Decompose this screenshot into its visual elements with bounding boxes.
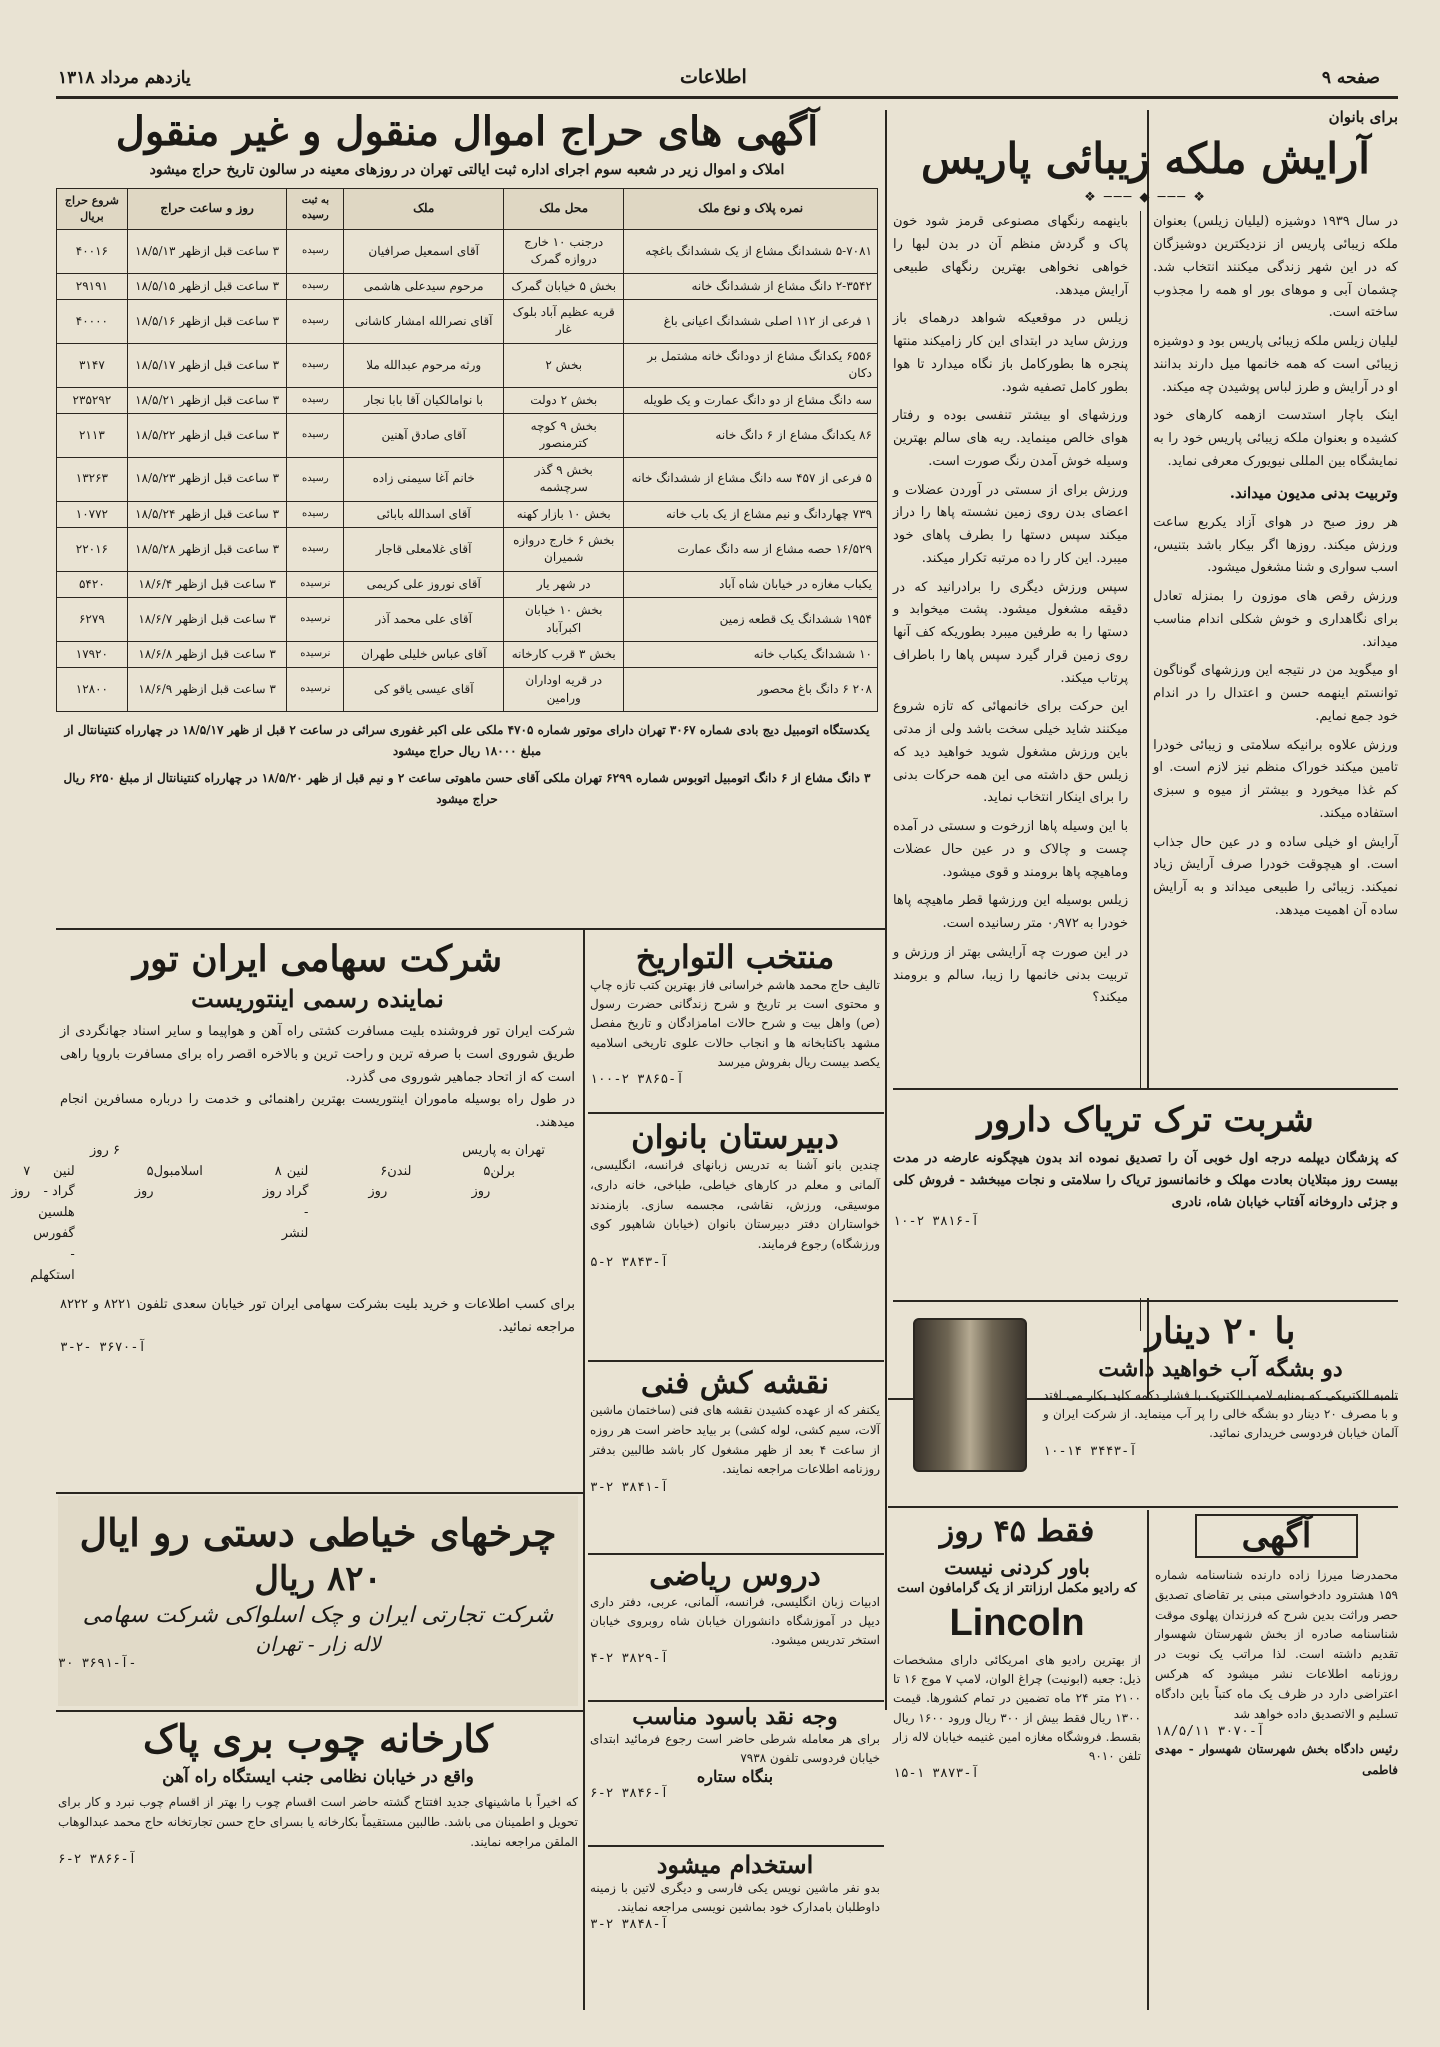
paragraph: با این وسیله پاها ازرخوت و سستی در آمده چست و چالاک و در عین حال عضلات وماهیچه پاها برومند و قوی میشود. [893,819,1129,880]
table-cell: ۱۳۲۶۳ [57,457,128,501]
auction-title: آگهی های حراج اموال منقول و غیر منقول [115,108,819,155]
table-cell: رسیده [287,273,344,299]
table-cell: نرسیده [287,598,344,642]
tour-subtitle: نماینده رسمی اینتوریست [191,984,444,1013]
radio-ad [893,1514,1141,2014]
opium-body: که پزشگان دیپلمه درجه اول خوبی آن را تصدیق نموده اند بدون هیچگونه عارضه در مدت بیست روز مبتلایان بعادت مهلک و خانمانسوز تریاک را سلامتی و نجات میبخشد - فروش کلی و جزئی داروخانه آفتاب خیابان شاه، نادری [893,1151,1398,1211]
auction-table [56,188,878,712]
table-cell: ۳ ساعت قبل ازظهر ۱۸/۵/۱۵ [127,273,287,299]
table-row [57,300,878,344]
section-rule [588,1360,884,1362]
page-number: صفحه ۹ [1321,68,1380,88]
list-item [105,1162,233,1287]
tour-title: شرکت سهامی ایران تور [132,938,503,980]
ad-ref: آ-۳۴۴۳ ۱۴-۱۰ [1043,1443,1137,1459]
hire-title: استخدام میشود [656,1850,814,1879]
paragraph: در سال ۱۹۳۹ دوشیزه (لیلیان زیلس) بعنوان ملکه زیبائی پاریس از نزدیکترین دوشیزگان که در این شهر زندگی میکنند انتخاب شد. چشمان آبی و موهای بور او همه را مجذوب ساخته است. [1153,214,1398,321]
route-destination: تهران به پاریس [462,1142,545,1158]
section-rule [893,1300,1398,1302]
wood-subtitle: واقع در خیابان نظامی جنب ایستگاه راه آهن [162,1767,474,1787]
table-header-row [57,189,878,230]
table-cell: ۵۴۲۰ [57,571,128,597]
table-cell: با نوامالکیان آقا بابا نجار [344,387,504,413]
table-cell: بخش ۲ دولت [504,387,624,413]
history-body: تالیف حاج محمد هاشم خراسانی فاز بهترین کتب تازه چاپ و محتوی است بر تاریخ و شرح زندگانی حضرت رسول (ص) واهل بیت و شرح حالات امامزادگان و تاریخ مفصل مشهد باکتابخانه ها و انجاب حالات علوی تاریخی اسلامیه یکصد بیست ریال بفروش میرسد [590,978,880,1069]
table-cell: بخش ۱۰ خیابان اکبرآباد [504,598,624,642]
sewing-title: چرخهای خیاطی دستی رو ایال [79,1510,557,1555]
table-cell: سه دانگ مشاع از دو دانگ عمارت و یک طویله [624,387,878,413]
section-rule [56,1710,584,1712]
list-item [442,1162,546,1287]
route-destination: لنین گراد - هلسین گفورس - استکهلم [30,1163,75,1283]
paragraph: آرایش او خیلی ساده و در عین حال جذاب است. او هیچوقت خودرا صرف آرایش زیاد نمیکند. زیبائی را طبیعی میداند و به آرایش ساده آن اهمیت میدهد. [1153,834,1398,918]
pump-body: تلمبه الکتریکی که بمنابه لامپ الکتریک با فشار دکمه کلید بکار می افتد و با مصرف ۲۰ دینار دو بشگه خالی را پر آب مینماید. از شرکت ایران و آلمان خیابان فردوسی خریداری نمائید. [1043,1388,1398,1441]
column-header: شروع حراج بریال [57,189,128,230]
route-duration: ۵ روز [134,1163,154,1200]
ornament: ❖ ─── ◆ ─── ❖ [1084,190,1207,206]
list-item [338,1162,441,1287]
table-row [57,414,878,458]
ad-ref: آ-۳۸۱۶ ۲-۱۰ [893,1214,980,1230]
column-rule [583,930,585,2010]
table-cell: بخش ۵ خیابان گمرک [504,273,624,299]
table-cell: ۵ فرعی از ۴۵۷ سه دانگ مشاع از ششدانگ خانه [624,457,878,501]
table-cell: ۱۷۹۲۰ [57,641,128,667]
column-header: به ثبت رسیده [287,189,344,230]
table-cell: ۶۵۵۶ یکدانگ مشاع از دودانگ خانه مشتمل بر دکان [624,343,878,387]
sewing-address: لاله زار - تهران [255,1632,381,1656]
table-cell: ۲۰۸ ۶ دانگ باغ محصور [624,668,878,712]
section-label: برای بانوان [1328,108,1398,126]
table-cell: آقای علی محمد آذر [344,598,504,642]
column-header: ملک [344,189,504,230]
column-rule [1147,1510,1149,2010]
column-header: نمره پلاک و نوع ملک [624,189,878,230]
water-pump-image [913,1318,1027,1472]
paragraph: ورزشهای او بیشتر تنفسی بوده و رفتار هوای خالص مینماید. ریه های سالم بهترین وسیله خوش آمدن رنگ صورت است. [893,408,1129,469]
radio-title: فقط ۴۵ روز [939,1514,1095,1549]
table-cell: ۳ ساعت قبل ازظهر ۱۸/۵/۱۶ [127,300,287,344]
school-title: دبیرستان بانوان [631,1118,839,1156]
table-cell: رسیده [287,387,344,413]
table-cell: ورثه مرحوم عبدالله ملا [344,343,504,387]
section-rule [56,928,886,930]
ad-ref: آ-۳۸۴۱ ۲-۳ [590,1480,669,1496]
pump-illustration [893,1310,1043,1480]
tour-body: در طول راه بوسیله ماموران اینتوریست بهترین راهنمائی و خدمت را درباره مسافرین انجام میدهند. [60,1092,575,1130]
cash-loan-ad [590,1704,880,1844]
route-duration: ۷ روز [11,1163,31,1200]
hiring-ad [590,1850,880,2010]
issue-date: یازدهم مرداد ۱۳۱۸ [58,68,191,88]
article-title: آرایش ملکه زیبائی پاریس [921,134,1370,183]
ad-ref: آ-۳۸۶۶ ۲-۶ [58,1852,137,1868]
table-cell: ۳ ساعت قبل ازظهر ۱۸/۶/۹ [127,668,287,712]
section-rule [888,1506,1398,1508]
wood-body: که اخیراً با ماشینهای جدید افتتاح گشته حاضر است اقسام چوب را بهتر از اقسام چوب نبرد و کار برای تحویل و اطمینان می باشد. طالبین مستقیماً بکارخانه یا بسرای حاج حسن تجارتخانه حاج محمد عبدالوهاب الملقن مراجعه نمایند. [58,1795,578,1849]
spacer [893,1085,1398,1086]
table-cell: قریه عظیم آباد بلوک غار [504,300,624,344]
route-destination: لندن [387,1163,412,1179]
sewing-machine-ad [58,1496,578,1706]
table-cell: ۳ ساعت قبل ازظهر ۱۸/۵/۲۸ [127,527,287,571]
table-cell: آقای عیسی یاقو کی [344,668,504,712]
table-cell: آقای اسدالله بابائی [344,501,504,527]
table-cell: آقای غلامعلی قاجار [344,527,504,571]
table-cell: ۱۶/۵۲۹ حصه مشاع از سه دانگ عمارت [624,527,878,571]
table-cell: آقای صادق آهنین [344,414,504,458]
table-cell: ۱۰۷۷۲ [57,501,128,527]
table-cell: بخش ۱۰ بازار کهنه [504,501,624,527]
table-cell: آقای نوروز علی کریمی [344,571,504,597]
math-title: دروس ریاضی [649,1558,821,1593]
auction-rows [57,229,878,711]
sawmill-ad [58,1716,578,2016]
table-cell: ۱۹۵۴ ششدانگ یک قطعه زمین [624,598,878,642]
ad-ref: آ-۳۸۲۹ ۲-۴ [590,1650,669,1666]
table-row [57,598,878,642]
table-row [57,527,878,571]
table-row [57,273,878,299]
math-body: ادبیات زبان انگلیسی، فرانسه، آلمانی، عربی، دفتر داری دیپل در آموزشگاه دانشوران خیابان شاه روبروی خیابان استخر تدریس میشود. [590,1595,880,1648]
table-cell: ۲۲۰۱۶ [57,527,128,571]
spacer [890,1078,891,1079]
table-row [57,343,878,387]
route-destination: اسلامبول [153,1163,203,1179]
paragraph: لیلیان زیلس ملکه زیبائی پاریس بود و دوشیزه زیبائی است که همه خانمها میل دارند بدانند او در آرایش و طرز لباس پوشیدن چه میکند. [1153,334,1398,395]
ad-ref: آ-۳۶۷۰ -۲-۳ [60,1339,147,1355]
table-row [57,229,878,273]
list-item [0,1162,105,1287]
ad-ref: آ-۳۸۴۶ ۲-۶ [590,1786,669,1802]
paragraph: هر روز صبح در هوای آزاد یکربع ساعت ورزش میکند. روزها اگر بیکار باشد بتنیس، اسب سواری و شنا مشغول میشود. [1153,514,1398,576]
table-cell: نرسیده [287,668,344,712]
table-cell: ۴۰۰۰۰ [57,300,128,344]
table-cell: ۷۳۹ چهاردانگ و نیم مشاع از یک باب خانه [624,501,878,527]
history-book-ad [590,938,880,1110]
sewing-company: شرکت تجارتی ایران و چک اسلواکی شرکت سهامی [82,1603,554,1628]
table-cell: در قریه اوداران ورامین [504,668,624,712]
table-cell: ۳ ساعت قبل ازظهر ۱۸/۶/۸ [127,641,287,667]
table-row [57,501,878,527]
section-rule [588,1700,884,1702]
table-cell: ۲-۳۵۴۲ دانگ مشاع از ششدانگ خانه [624,273,878,299]
table-row [57,641,878,667]
school-body: چندین بانو آشنا به تدریس زبانهای فرانسه، انگلیسی، آلمانی و معلم در کارهای خیاطی، طباخی، خانه داری، موسیقی، ورزش، نقاشی، مجسمه سازی. بازمندند خواستاران دفتر دبیرستان بانوان (خیابان شاهپور کوی ورزشگاه) رجوع فرمایند. [590,1158,880,1252]
paragraph: ورزش برای از سستی در آوردن عضلات و اعضای بدن روی زمین نشسته پاها را دراز میکند سپس دستها را بطرف پاهای خود میبرد. این کار را ده مرتبه تکرار میکند. [893,482,1129,566]
paragraph: این حرکت برای خانمهائی که تازه شروع میکنند شاید خیلی سخت باشد ولی از مدتی باین ورزش مشغول شوید خواهید دید که زیلس حق داشته می این همه حرکات بدنی را برای اینکار انتخاب نماید. [893,699,1129,806]
table-cell: ۸۶ یکدانگ مشاع از ۶ دانگ خانه [624,414,878,458]
math-lessons-ad [590,1558,880,1698]
table-cell: بخش ۹ کوچه کترمنصور [504,414,624,458]
table-cell: ۳۱۴۷ [57,343,128,387]
table-cell: رسیده [287,414,344,458]
radio-line2: که رادیو مکمل ارزانتر از یک گرامافون است [897,1581,1137,1596]
table-cell: رسیده [287,457,344,501]
notice-title: آگهی [1195,1514,1358,1558]
auction-subtitle: املاک و اموال زیر در شعبه سوم اجرای اداره ثبت ایالتی تهران در روزهای معینه در سالون تاریخ حراج میشود [149,162,785,178]
radio-body: از بهترین رادیو های امریکائی دارای مشخصات ذیل: جعبه (ابونیت) چراغ الوان، لامپ ۷ موج ۱۶ تا ۲۱۰۰ متر ۲۴ ماه تضمین در تمام کشورها. قیمت ۱۳۰۰ ریال فقط بیش از ۳۰۰ ریال ورود ۱۶۰۰ ریال بقسط. فروشگاه مغازه امین غنیمه خیابان لاله زار تلفن ۹۰۱۰ [893,1653,1141,1763]
table-cell: ۶۲۷۹ [57,598,128,642]
table-cell: آقای اسمعیل صرافیان [344,229,504,273]
tour-footer: برای کسب اطلاعات و خرید بلیت بشرکت سهامی ایران تور خیابان سعدی تلفون ۸۲۲۱ و ۸۲۲۲ مراجعه نمائید. [60,1297,575,1336]
tour-body: شرکت ایران تور فروشنده بلیت مسافرت کشتی راه آهن و هواپیما و سایر اسناد جهانگردی از طریق شوروی است با صرفه ترین و راحت ترین و بالاخره اقصر راه برای مسافرت باروپا راهی است که از اتحاد جماهیر شوروی می گذرد. [60,1024,575,1085]
table-row [57,571,878,597]
ad-ref: آ-۳۸۶۵ ۲-۱۰۰ [590,1071,684,1087]
table-cell: ۳ ساعت قبل ازظهر ۱۸/۵/۲۲ [127,414,287,458]
table-cell: رسیده [287,501,344,527]
hire-body: بدو نفر ماشین نویس یکی فارسی و دیگری لاتین با زمینه داوطلبان بامدارک خود بماشین نویسی مراجعه نمایند. [590,1881,880,1915]
paragraph: ورزش علاوه برانیکه سلامتی و زیبائی خودرا تامین میکند خوراک منظم نیز لازم است. او کم غذا میخورد و بیشتر از میوه و سبزی استفاده میکند. [1153,737,1398,821]
list-item [233,1162,339,1287]
masthead-rule [56,96,1398,99]
water-pump-ad [893,1300,1398,1500]
route-duration: ۸ روز [262,1163,282,1200]
ad-ref: آ-۳۸۴۳ ۲-۵ [590,1254,669,1270]
column-header: محل ملک [504,189,624,230]
table-cell: ۲۹۱۹۱ [57,273,128,299]
history-title: منتخب التواریخ [635,938,835,976]
table-cell: رسیده [287,527,344,571]
list-item [60,1141,575,1162]
paragraph: اینک باچار استدست ازهمه کارهای خود کشیده و بعنوان ملکه زیبائی پاریس خود را به نمایشگاه بین المللی نیویورک معرفی نماید. [1153,408,1398,469]
auction-note: یکدستگاه اتومبیل دیج بادی شماره ۳۰۶۷ تهران دارای موتور شماره ۴۷۰۵ ملکی علی اکبر غفوری سرائی در ساعت ۲ قبل از ظهر ۱۸/۵/۱۷ در چهارراه کنتینانتال از مبلغ ۱۸۰۰۰ ریال حراج میشود [64,723,870,759]
draft-title: نقشه کش فنی [640,1366,830,1401]
pump-title: با ۲۰ دینار [1145,1310,1296,1352]
table-cell: بخش ۹ گذر سرچشمه [504,457,624,501]
legal-notice [1155,1514,1398,2014]
funds-body: برای هر معامله شرطی حاضر است رجوع فرمائید ابتدای خیابان فردوسی تلفون ۷۹۳۸ [590,1732,880,1765]
ad-ref: آ-۳۶۹۱ ۳۰- [58,1656,137,1671]
iran-tour-ad [11,938,575,1488]
notice-signature: رئیس دادگاه بخش شهرستان شهسوار - مهدی فاطمی [1155,1742,1398,1778]
route-duration: ۵ روز [471,1163,491,1200]
table-cell: ۴۰۰۱۶ [57,229,128,273]
sewing-price: ۸۲۰ ریال [254,1559,382,1599]
route-duration: ۶ روز [90,1142,120,1158]
table-cell: رسیده [287,300,344,344]
table-cell: آقای عباس خلیلی طهران [344,641,504,667]
section-rule [893,1088,1398,1090]
paper-name: اطلاعات [680,66,747,88]
funds-agency: بنگاه ستاره [696,1767,774,1787]
radio-brand: Lincoln [949,1602,1085,1644]
draftsman-ad [590,1366,880,1551]
table-cell: ۱۰ ششدانگ یکباب خانه [624,641,878,667]
section-rule [588,1553,884,1555]
table-cell: ۳ ساعت قبل ازظهر ۱۸/۵/۲۴ [127,501,287,527]
table-cell: خانم آغا سیمنی زاده [344,457,504,501]
paragraph: او میگوید من در نتیجه این ورزشهای گوناگون توانستم اینهمه حسن و اعتدال را در اندام خود جمع نمایم. [1153,663,1398,724]
paragraph: زیلس بوسیله این ورزشها قطر ماهیچه پاها خودرا به ۰٫۹۷۲ متر رسانیده است. [893,893,1129,932]
ad-ref: آ-۳۸۴۸ ۲-۳ [590,1917,669,1933]
funds-title: وجه نقد باسود مناسب [632,1704,838,1730]
bold-note: وتربیت بدنی مدیون میداند. [1229,483,1398,502]
table-cell: ۱۲۸۰۰ [57,668,128,712]
route-destination: لنین گراد - لنشر [281,1163,309,1241]
table-cell: بخش ۲ [504,343,624,387]
opium-title: شربت ترک تریاک دارور [977,1100,1314,1140]
ad-ref: آ-۳۸۷۳ ۱-۱۵ [893,1766,980,1782]
pump-subtitle: دو بشگه آب خواهید داشت [1098,1356,1343,1382]
table-cell: ۳ ساعت قبل ازظهر ۱۸/۶/۴ [127,571,287,597]
paragraph: زیلس در موقعیکه شواهد درهمای باز ورزش ساید در ابتدای این کار زامیکند منتها پنجره ها بطورکامل باز نگاه میدارد تا هوا بطور کامل تصفیه شود. [893,311,1129,395]
table-row [57,387,878,413]
table-cell: رسیده [287,229,344,273]
table-cell: ۳ ساعت قبل ازظهر ۱۸/۵/۲۱ [127,387,287,413]
table-cell: یکباب مغازه در خیابان شاه آباد [624,571,878,597]
table-cell: ۱ فرعی از ۱۱۲ اصلی ششدانگ اعیانی باغ [624,300,878,344]
table-cell: ۵-۷۰۸۱ ششدانگ مشاع از یک ششدانگ باغچه [624,229,878,273]
section-rule [588,1112,884,1114]
table-cell: مرحوم سیدعلی هاشمی [344,273,504,299]
wood-title: کارخانه چوب بری پاک [142,1716,494,1761]
table-cell: بخش ۳ قرب کارخانه [504,641,624,667]
notice-body: محمدرضا میرزا زاده دارنده شناسنامه شماره ۱۵۹ هشترود دادخواستی مبنی بر تقاضای تصدیق حصر وراثت بدین شرح که فرزندان پهلوی موقت شناسنامه صادره از بخش شهرستان شهسوار تقدیم داشته است. لذا مراتب یک نوبت در روزنامه اطلاعات نشر میشود که هرکس اعتراضی دارد در ظرف یک ماه کتباً باین دادگاه تسلیم و الاتصدیق داده خواهد شد [1155,1568,1398,1721]
table-cell: ۲۱۱۳ [57,414,128,458]
table-cell: آقای نصرالله امشار کاشانی [344,300,504,344]
table-cell: درجنب ۱۰ خارج دروازه گمرک [504,229,624,273]
table-row [57,668,878,712]
section-rule [56,1492,584,1494]
table-cell: رسیده [287,343,344,387]
paragraph: در این صورت چه آرایشی بهتر از ورزش و تربیت بدنی خانمها را زیبا، سالم و برومند میکند؟ [893,944,1129,1006]
table-cell: ۳ ساعت قبل ازظهر ۱۸/۶/۷ [127,598,287,642]
column-rule [885,110,887,1710]
table-cell: ۳ ساعت قبل ازظهر ۱۸/۵/۱۳ [127,229,287,273]
table-cell: نرسیده [287,571,344,597]
table-cell: بخش ۶ خارج دروازه شمیران [504,527,624,571]
column-header: روز و ساعت حراج [127,189,287,230]
table-cell: در شهر یار [504,571,624,597]
route-destination: برلن [490,1163,515,1179]
paragraph: سپس ورزش دیگری را برادرانید که در دقیقه مشغول میشود. پشت میخوابد و دستها را به طرفین میبرد بطوریکه کف آنها روی زمین قرار گیرد سپس پاها را باطراف پرتاب میکند. [893,579,1129,686]
section-rule [588,1845,884,1847]
draft-body: یکنفر که از عهده کشیدن نقشه های فنی (ساختمان ماشین آلات، سیم کشی، لوله کشی) بر بیاید حاضر است هر روزه از ساعت ۴ بعد از ظهر مشغول کار باشد طالبین بدفتر روزنامه اطلاعات مراجعه نمایند. [590,1403,880,1477]
auction-note: ۳ دانگ مشاع از ۶ دانگ اتومبیل اتوبوس شماره ۶۲۹۹ تهران ملکی آقای حسن ماهوتی ساعت ۲ و نیم قبل از ظهر ۱۸/۵/۲۰ در چهارراه کنتینانتال از مبلغ ۶۲۵۰ ریال حراج میشود [63,771,871,807]
route-duration: ۶ روز [368,1163,388,1200]
table-cell: ۲۳۵۲۹۲ [57,387,128,413]
radio-line1: باور کردنی نیست [944,1555,1090,1579]
ad-ref: آ-۳۰۷۰ ۱۸/۵/۱۱ [1155,1724,1265,1740]
opium-cure-ad [893,1088,1398,1298]
table-cell: نرسیده [287,641,344,667]
table-cell: ۳ ساعت قبل ازظهر ۱۸/۵/۱۷ [127,343,287,387]
tour-routes [11,1141,575,1287]
paragraph: ورزش رقص های موزون را بمنزله تعادل برای نگاهداری و خوش شکلی اندام مناسب میداند. [1153,589,1398,650]
girls-school-ad [590,1118,880,1358]
auction-notice [56,108,878,923]
table-cell: ۳ ساعت قبل ازظهر ۱۸/۵/۲۳ [127,457,287,501]
paragraph: باینهمه رنگهای مصنوعی قرمز شود خون پاک و گردش منظم آن در بدن لبها را خواهی نخواهی بهترین رنگهای طبیعی آرایش میدهد. [893,214,1129,298]
table-row [57,457,878,501]
